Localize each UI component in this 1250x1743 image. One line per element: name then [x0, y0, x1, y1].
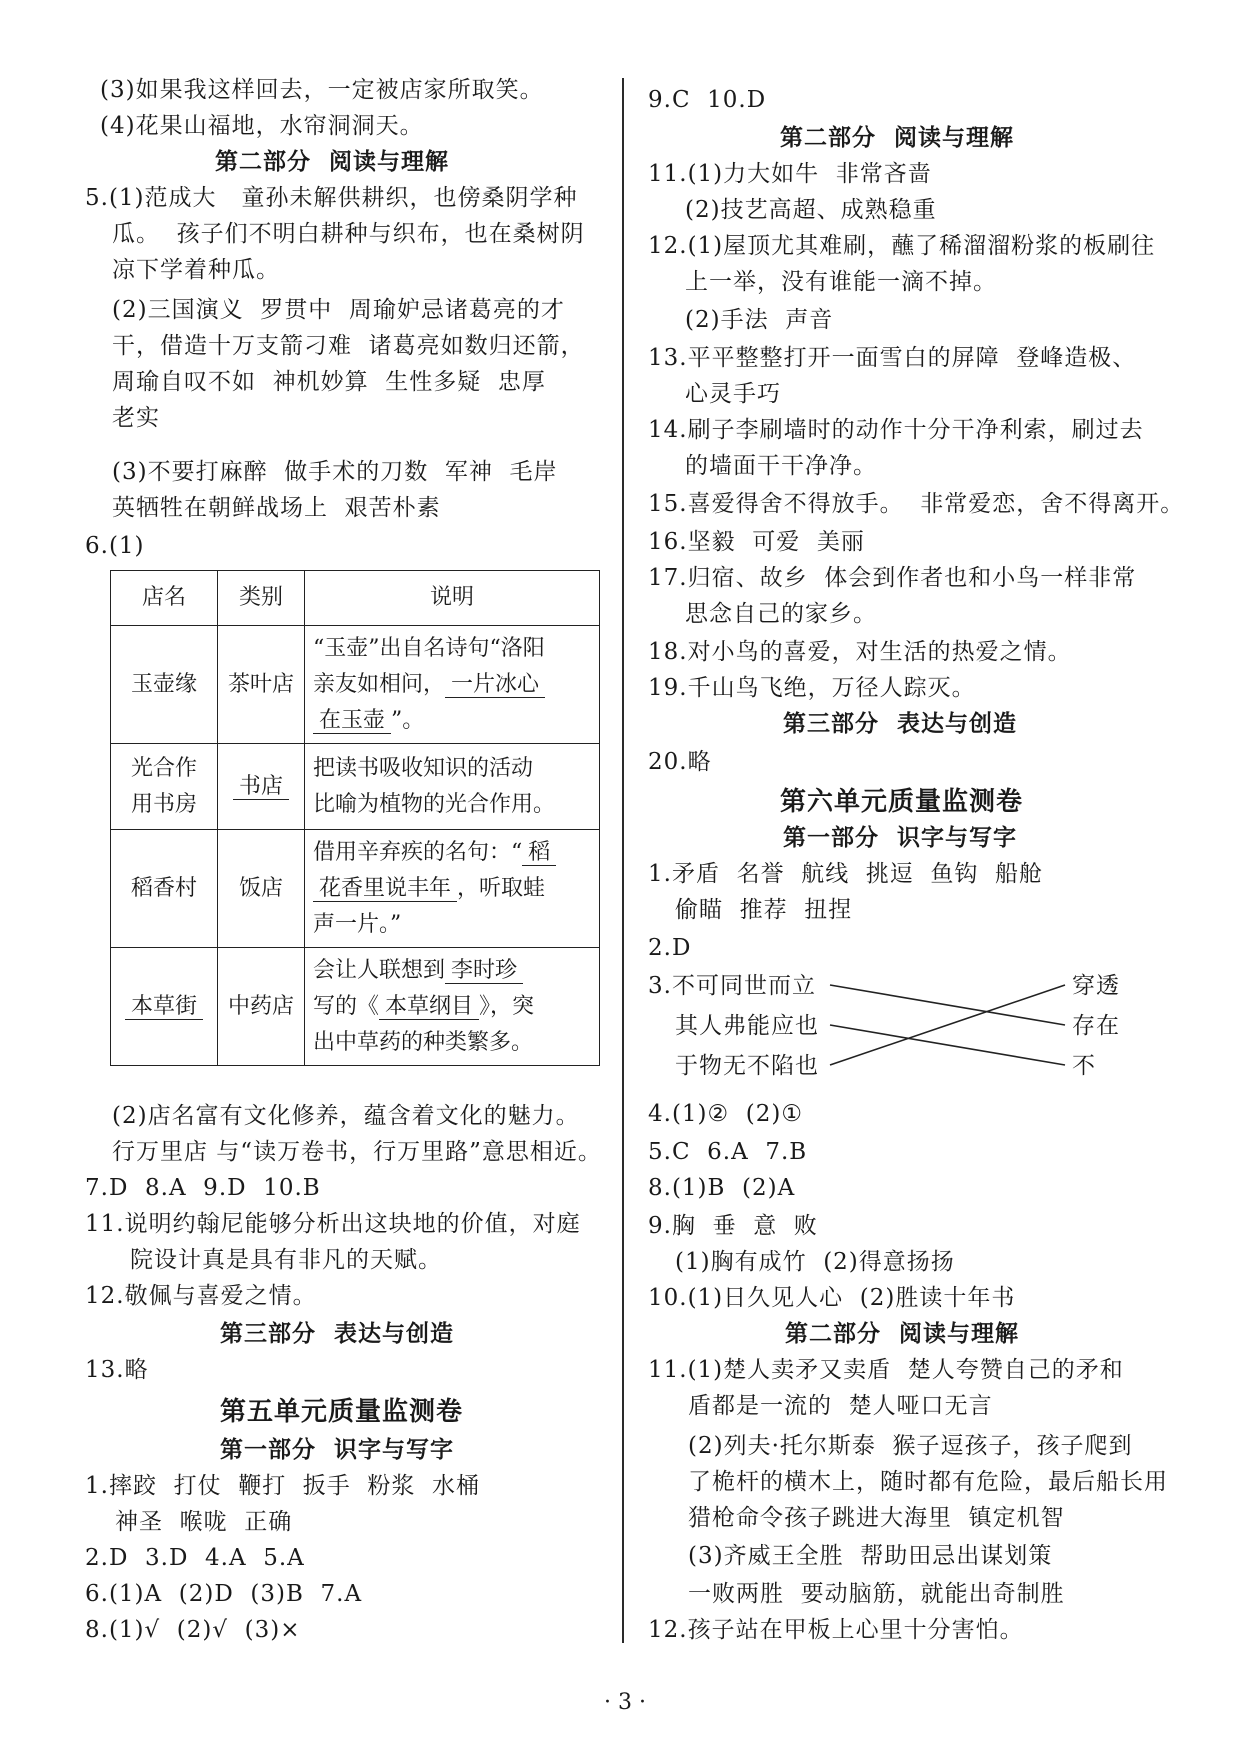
answer-line: 12.敬佩与喜爱之情。: [85, 1283, 317, 1309]
match-left-item: 于物无不陷也: [675, 1053, 819, 1079]
table-cell: [305, 830, 600, 948]
fill-answer: 李时珍: [445, 958, 523, 984]
fill-answer: 本草纲目: [379, 994, 479, 1020]
table-cell: 稻香村: [111, 830, 218, 948]
cell-line: [313, 871, 591, 907]
answer-line: (2)三国演义 罗贯中 周瑜妒忌诸葛亮的才: [112, 297, 565, 323]
unit-title: 第六单元质量监测卷: [780, 787, 1024, 817]
cell-text: ”。: [391, 707, 425, 733]
cell-text: 亲友如相问，: [313, 671, 446, 697]
answer-line: 12.(1)屋顶尤其难刷，蘸了稀溜溜粉浆的板刷往: [648, 233, 1156, 259]
answer-line: (2)列夫·托尔斯泰 猴子逗孩子，孩子爬到: [688, 1433, 1133, 1459]
unit-title: 第五单元质量监测卷: [220, 1397, 464, 1427]
cell-line: [313, 989, 591, 1025]
answer-line: 13.平平整整打开一面雪白的屏障 登峰造极、: [648, 345, 1137, 371]
table-row: [111, 626, 600, 744]
answer-line: 5.(1)范成大 童孙未解供耕织，也傍桑阴学种: [85, 185, 578, 211]
fill-answer: 书店: [233, 774, 289, 800]
answer-line: 行万里店 与“读万卷书，行万里路”意思相近。: [112, 1139, 602, 1165]
table-cell: 玉壶缘: [111, 626, 218, 744]
shop-name-table: [110, 570, 600, 1066]
section-heading: 第二部分 阅读与理解: [780, 124, 1015, 151]
table-header-row: [111, 571, 600, 626]
table-cell: 茶叶店: [218, 626, 305, 744]
answer-line: 10.(1)日久见人心 (2)胜读十年书: [648, 1285, 1016, 1311]
answer-line: 9.胸 垂 意 败: [648, 1213, 818, 1239]
table-cell: [305, 948, 600, 1066]
cell-line: [313, 835, 591, 871]
answer-line: 11.说明约翰尼能够分析出这块地的价值，对庭: [85, 1211, 581, 1237]
answer-line: (4)花果山福地，水帘洞洞天。: [100, 113, 424, 139]
answer-line: 了桅杆的横木上，随时都有危险，最后船长用: [688, 1469, 1168, 1495]
fill-answer: 一片冰心: [445, 672, 545, 698]
table-cell: [305, 626, 600, 744]
answer-line: 干，借造十万支箭刁难 诸葛亮如数归还箭，: [112, 333, 585, 359]
match-right-item: 穿透: [1072, 973, 1120, 999]
section-heading: 第一部分 识字与写字: [783, 824, 1018, 851]
answer-line: (3)不要打麻醉 做手术的刀数 军神 毛岸: [112, 459, 558, 485]
cell-line: 比喻为植物的光合作用。: [313, 791, 556, 817]
answer-line: 19.千山鸟飞绝，万径人踪灭。: [648, 675, 976, 701]
table-cell: [111, 744, 218, 830]
answer-line: 上一举，没有谁能一滴不掉。: [685, 269, 997, 295]
table-cell: 中药店: [218, 948, 305, 1066]
answer-line: 18.对小鸟的喜爱，对生活的热爱之情。: [648, 639, 1072, 665]
match-line: [830, 985, 1065, 1025]
answer-line: (3)齐威王全胜 帮助田忌出谋划策: [688, 1543, 1053, 1569]
section-heading: 第二部分 阅读与理解: [785, 1320, 1020, 1347]
table-header: 说明: [305, 571, 600, 626]
answer-line: 1.摔跤 打仗 鞭打 扳手 粉浆 水桶: [85, 1473, 481, 1499]
answer-line: 的墙面干干净净。: [685, 453, 877, 479]
answer-line: 老实: [112, 405, 160, 431]
answer-line: 1.矛盾 名誉 航线 挑逗 鱼钩 船舱: [648, 861, 1044, 887]
cell-line: 光合作: [130, 755, 197, 781]
answer-line: 6.(1)A (2)D (3)B 7.A: [85, 1581, 363, 1607]
answer-line: 14.刷子李刷墙时的动作十分干净利索，刷过去: [648, 417, 1144, 443]
fill-answer: 本草街: [125, 994, 203, 1020]
answer-line: 神圣 喉咙 正确: [115, 1509, 293, 1535]
section-heading: 第三部分 表达与创造: [783, 710, 1018, 737]
table-header: 店名: [111, 571, 218, 626]
cell-line: 把读书吸收知识的活动: [313, 755, 534, 781]
cell-line: 出中草药的种类繁多。: [313, 1029, 534, 1055]
cell-text: 写的《: [313, 993, 380, 1019]
answer-line: 瓜。 孩子们不明白耕种与织布，也在桑树阴: [112, 221, 585, 247]
cell-text: ，听取蛙: [457, 875, 546, 901]
cell-line: [313, 703, 591, 739]
section-heading: 第三部分 表达与创造: [220, 1320, 455, 1347]
fill-answer: 稻: [522, 840, 556, 866]
cell-text: 借用辛弃疾的名句：“: [313, 839, 523, 865]
table-cell: [305, 744, 600, 830]
cell-line: [313, 953, 591, 989]
answer-line: 5.C 6.A 7.B: [648, 1139, 808, 1165]
answer-line: 17.归宿、故乡 体会到作者也和小鸟一样非常: [648, 565, 1137, 591]
answer-line: 13.略: [85, 1357, 149, 1383]
answer-line: 4.(1)② (2)①: [648, 1101, 803, 1127]
answer-line: 院设计真是具有非凡的天赋。: [130, 1247, 442, 1273]
answer-line: 11.(1)力大如牛 非常吝啬: [648, 161, 932, 187]
answer-line: 20.略: [648, 749, 712, 775]
answer-line: 6.(1): [85, 533, 145, 559]
answer-line: 9.C 10.D: [648, 87, 767, 113]
answer-line: 2.D 3.D 4.A 5.A: [85, 1545, 305, 1571]
column-divider: [622, 78, 624, 1643]
answer-line: 8.(1)√ (2)√ (3)×: [85, 1617, 301, 1643]
answer-line: (2)技艺高超、成熟稳重: [685, 197, 937, 223]
cell-line: “玉壶”出自名诗句“洛阳: [313, 635, 545, 661]
table-header: 类别: [218, 571, 305, 626]
answer-line: (1)胸有成竹 (2)得意扬扬: [675, 1249, 955, 1275]
answer-line: 7.D 8.A 9.D 10.B: [85, 1175, 321, 1201]
answer-line: 心灵手巧: [685, 381, 781, 407]
answer-line: 凉下学着种瓜。: [112, 257, 280, 283]
match-line: [830, 985, 1065, 1065]
answer-line: 周瑜自叹不如 神机妙算 生性多疑 忠厚: [112, 369, 546, 395]
answer-line: 8.(1)B (2)A: [648, 1175, 796, 1201]
table-row: [111, 948, 600, 1066]
section-heading: 第二部分 阅读与理解: [215, 148, 450, 175]
answer-line: 一败两胜 要动脑筋，就能出奇制胜: [688, 1581, 1065, 1607]
match-right-item: 存在: [1072, 1013, 1120, 1039]
table-cell: [111, 948, 218, 1066]
match-right-item: 不: [1072, 1053, 1096, 1079]
cell-line: 声一片。”: [313, 911, 402, 937]
cell-line: [313, 667, 591, 703]
answer-line: 11.(1)楚人卖矛又卖盾 楚人夸赞自己的矛和: [648, 1357, 1124, 1383]
answer-line: 12.孩子站在甲板上心里十分害怕。: [648, 1617, 1024, 1643]
section-heading: 第一部分 识字与写字: [220, 1436, 455, 1463]
answer-line: 猎枪命令孩子跳进大海里 镇定机智: [688, 1505, 1065, 1531]
match-line: [830, 1025, 1065, 1065]
match-left-item: 其人弗能应也: [675, 1013, 819, 1039]
answer-line: 盾都是一流的 楚人哑口无言: [688, 1393, 993, 1419]
answer-line: 2.D: [648, 935, 692, 961]
table-row: [111, 744, 600, 830]
answer-line: 15.喜爱得舍不得放手。 非常爱恋，舍不得离开。: [648, 491, 1185, 517]
cell-line: 用书房: [130, 791, 197, 817]
cell-text: 会让人联想到: [313, 957, 446, 983]
answer-line: 16.坚毅 可爱 美丽: [648, 529, 865, 555]
cell-text: 》，突: [479, 993, 535, 1019]
match-left-item: 3.不可同世而立: [648, 973, 816, 999]
answer-line: 思念自己的家乡。: [685, 601, 877, 627]
answer-line: (3)如果我这样回去，一定被店家所取笑。: [100, 77, 544, 103]
table-row: [111, 830, 600, 948]
table-cell: 饭店: [218, 830, 305, 948]
answer-line: (2)店名富有文化修养，蕴含着文化的魅力。: [112, 1103, 580, 1129]
page-number: · 3 ·: [604, 1690, 646, 1715]
fill-answer: 在玉壶: [313, 708, 391, 734]
fill-answer: 花香里说丰年: [313, 876, 457, 902]
table-cell: [218, 744, 305, 830]
answer-line: 偷瞄 推荐 扭捏: [675, 897, 853, 923]
answer-line: 英牺牲在朝鲜战场上 艰苦朴素: [112, 495, 441, 521]
matching-lines: [820, 965, 1070, 1075]
answer-line: (2)手法 声音: [685, 307, 834, 333]
